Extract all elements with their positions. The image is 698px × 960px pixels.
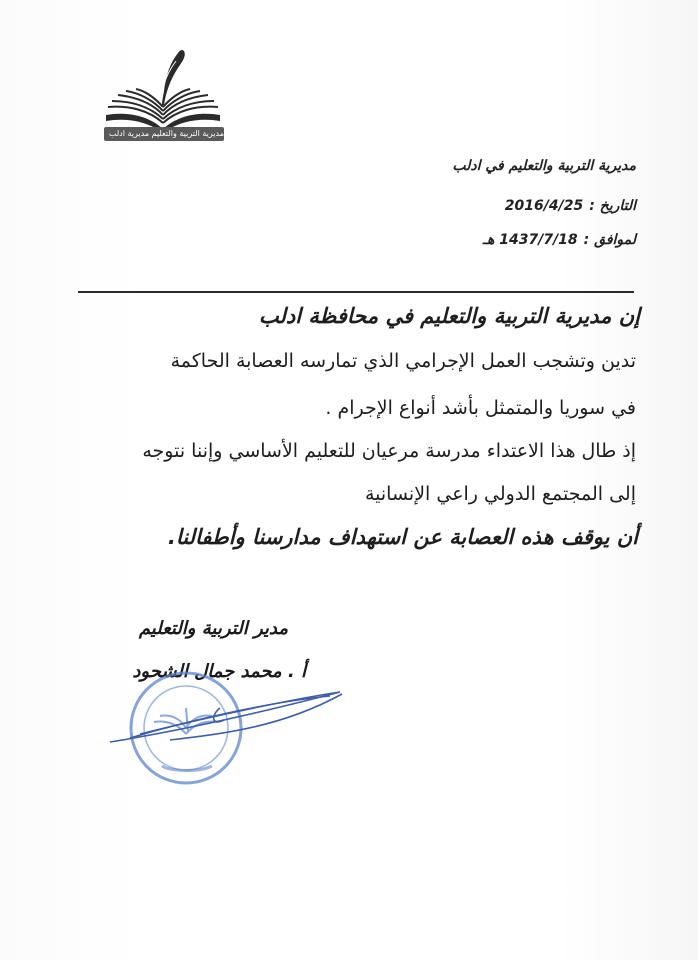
logo-caption: مديرية التربية والتعليم مديرية ادلب — [104, 127, 224, 141]
directorate-heading: مديرية التربية والتعليم في ادلب — [452, 158, 636, 174]
official-stamp-icon — [100, 668, 350, 793]
signatory-title: مدير التربية والتعليم — [138, 618, 288, 639]
date-line — [505, 198, 636, 214]
hijri-date-line — [483, 232, 636, 248]
hijri-label: لموافق : — [583, 232, 636, 248]
header-divider — [78, 291, 634, 293]
signatory-name: أ . محمد جمال الشحود — [132, 661, 306, 682]
body-line-2: تدين وتشجب العمل الإجرامي الذي تمارسه العصابة الحاكمة — [170, 350, 636, 372]
date-label: التاريخ : — [589, 198, 636, 214]
body-line-4: إذ طال هذا الاعتداء مدرسة مرعيان للتعليم الأساسي وإننا نتوجه — [142, 440, 636, 462]
body-line-6: أن يوقف هذه العصابة عن استهداف مدارسنا وأطفالنا. — [167, 525, 638, 549]
body-line-3: في سوريا والمتمثل بأشد أنواع الإجرام . — [325, 397, 636, 419]
hijri-value: 1437/7/18 هـ — [482, 232, 578, 248]
body-line-5: إلى المجتمع الدولي راعي الإنسانية — [364, 483, 636, 505]
body-line-1: إن مديرية التربية والتعليم في محافظة ادلب — [258, 304, 640, 328]
date-value: 2016/4/25 — [504, 198, 584, 214]
